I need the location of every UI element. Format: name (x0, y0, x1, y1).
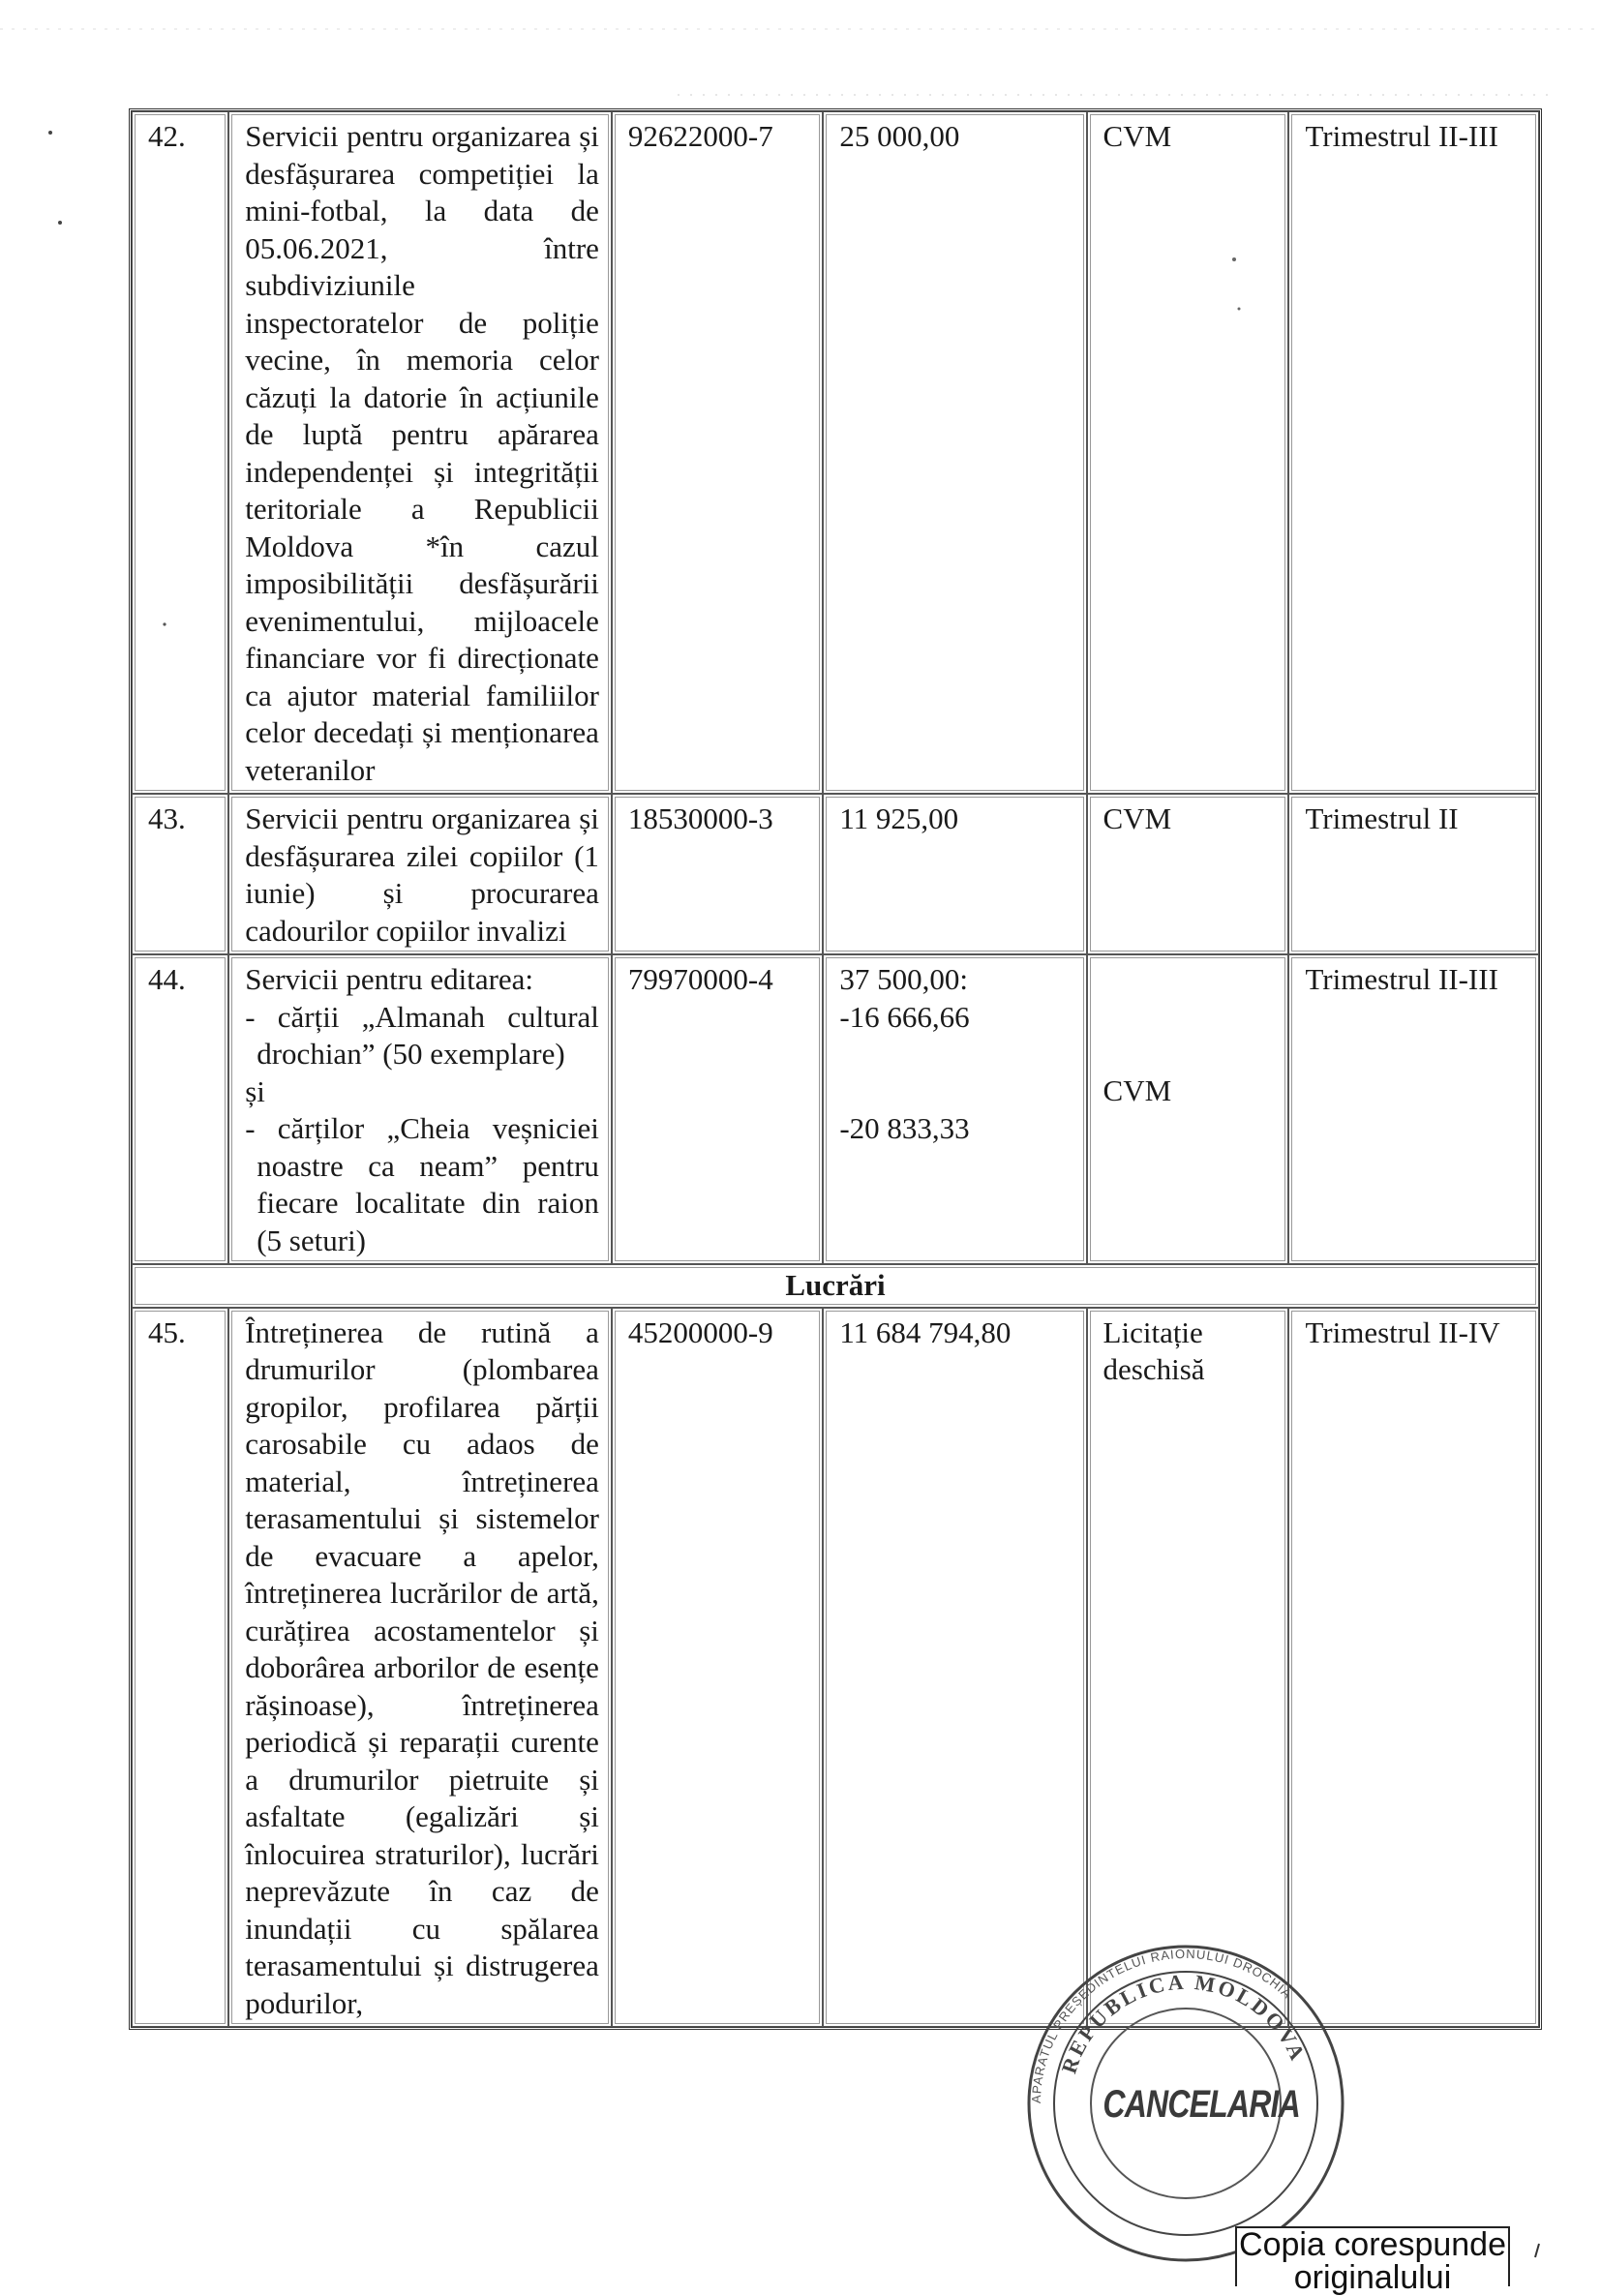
svg-text:APARATUL PREȘEDINTELUI RAIONUL: APARATUL PREȘEDINTELUI RAIONULUI DROCHIA (1028, 1946, 1295, 2104)
estimated-value (823, 954, 1086, 1264)
value-part: -16 666,66 (839, 999, 970, 1034)
table-row (132, 111, 1539, 794)
procedure-type: CVM (1087, 954, 1289, 1264)
item-description: Servicii pentru organizarea și desfășurarea zilei copiilor (1 iunie) și procurarea cadourilor copiilor invalizi (228, 794, 612, 954)
procurement-term: Trimestrul II-IV (1288, 1308, 1539, 2028)
row-number: 45. (132, 1308, 228, 2028)
section-title: Lucrări (132, 1264, 1539, 1308)
section-header-row (132, 1264, 1539, 1308)
procedure-type: CVM (1087, 794, 1289, 954)
copy-certification-note: Copia corespunde originalului (1235, 2226, 1510, 2286)
table-row (132, 1308, 1539, 2028)
estimated-value: 25 000,00 (823, 111, 1086, 794)
row-number: 42. (132, 111, 228, 794)
cpv-code: 92622000-7 (612, 111, 823, 794)
table-row (132, 954, 1539, 1264)
cpv-code: 18530000-3 (612, 794, 823, 954)
procedure-type: CVM (1087, 111, 1289, 794)
description-item: - cărții „Almanah cultural drochian” (50 exemplare) (245, 999, 599, 1071)
seal-center-text: CANCELARIA (1103, 2083, 1300, 2126)
row-number: 44. (132, 954, 228, 1264)
procurement-term: Trimestrul II-III (1288, 954, 1539, 1264)
table-row (132, 794, 1539, 954)
cpv-code: 79970000-4 (612, 954, 823, 1264)
procurement-term: Trimestrul II-III (1288, 111, 1539, 794)
value-part: -20 833,33 (839, 1111, 970, 1145)
description-conjunction: și (245, 1073, 265, 1108)
row-number: 43. (132, 794, 228, 954)
item-description: Întreținerea de rutină a drumurilor (plombarea gropilor, profilarea părții carosabile cu adaos de material, întreținerea terasamentului și sistemelor de evacuare a apelor, întreținerea lucrărilor de artă, curățirea acostamentelor și doborârea arborilor de esențe rășinoase), întreținerea periodică și reparații curente a drumurilor pietruite și asfaltate (egalizări și înlocuirea straturilor), lucrări neprevăzute în caz de inundații cu spălarea terasamentului și distrugerea podurilor, (228, 1308, 612, 2028)
item-description: Servicii pentru organizarea și desfășurarea competiției la mini-fotbal, la data de 05.06.2021, între subdiviziunile inspectoratelor de poliție vecine, în memoria celor căzuți la datorie în acțiunile de luptă pentru apărarea independenței și integrității teritoriale a Republicii Moldova *în cazul imposibilității desfășurării evenimentului, mijloacele financiare vor fi direcționate ca ajutor material familiilor celor decedați și menționarea veteranilor (228, 111, 612, 794)
description-intro: Servicii pentru editarea: (245, 962, 534, 996)
cpv-code: 45200000-9 (612, 1308, 823, 2028)
item-description (228, 954, 612, 1264)
procedure-type: Licitație deschisă (1087, 1308, 1289, 2028)
estimated-value: 11 925,00 (823, 794, 1086, 954)
description-item: - cărților „Cheia veșniciei noastre ca neam” pentru fiecare localitate din raion (5 seturi) (245, 1111, 599, 1257)
estimated-value: 11 684 794,80 (823, 1308, 1086, 2028)
procurement-term: Trimestrul II (1288, 794, 1539, 954)
value-total: 37 500,00: (839, 962, 968, 996)
svg-text:REPUBLICA MOLDOVA: REPUBLICA MOLDOVA (1056, 1969, 1312, 2077)
procurement-plan-table (129, 108, 1542, 2030)
